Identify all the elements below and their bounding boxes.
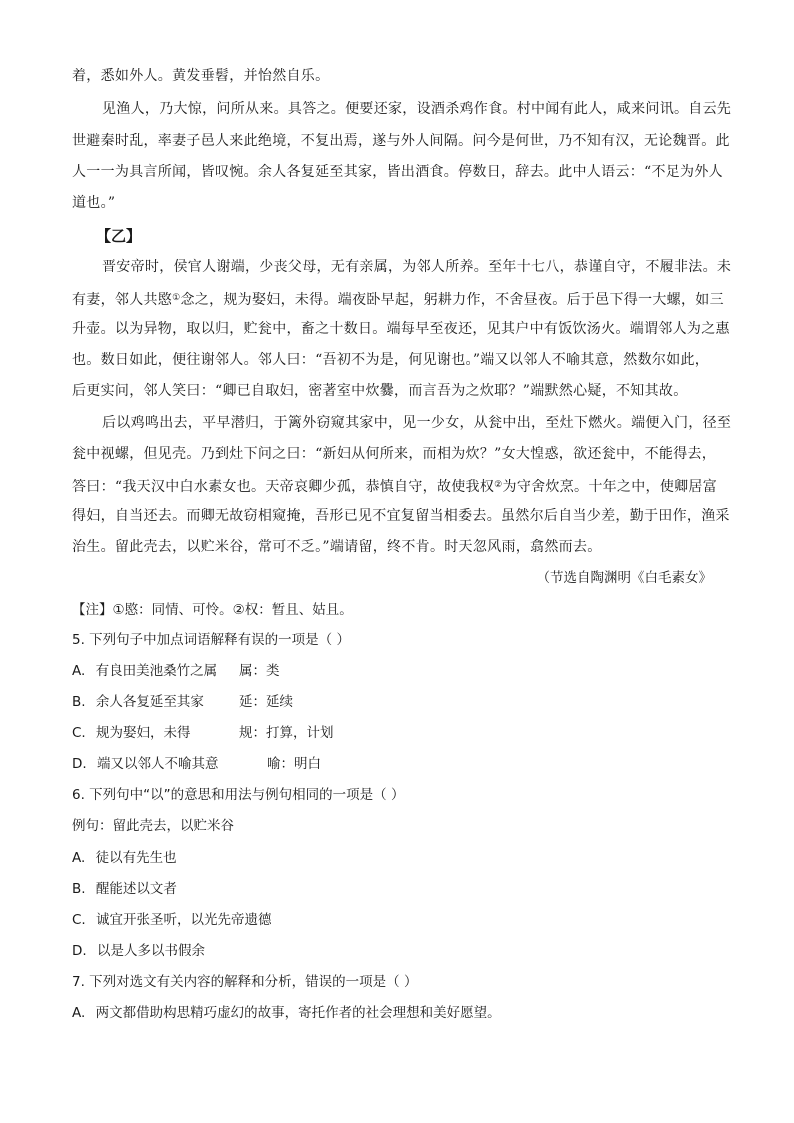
passage-jia-line-5: 道也。” xyxy=(72,195,116,211)
option-text: 两文都借助构思精巧虚幻的故事，寄托作者的社会理想和美好愿望。 xyxy=(95,1005,501,1021)
option-text: 醒能述以文者 xyxy=(95,881,177,897)
passage-source: （节选自陶渊明《白毛素女》 xyxy=(536,570,712,586)
passage-yi-line-8-part-1: 答曰：“我天汉中白水素女也。天帝哀卿少孤，恭慎自守，故使我权 xyxy=(72,479,495,495)
passage-yi-line-10: 治生。留此壳去，以贮米谷，常可不乏。”端请留，终不肯。时天忽风雨，翕然而去。 xyxy=(72,539,602,555)
passage-yi-line-9: 得妇，自当还去。而卿无故窃相窥掩，吾形已见不宜复留当相委去。虽然尔后自当少差，勤于田作，渔采 xyxy=(72,508,730,524)
option-text: 规为娶妇，未得 xyxy=(96,725,191,741)
passage-yi-line-2-part-1: 有妻，邻人共愍 xyxy=(72,292,173,308)
passage-yi-line-7: 瓮中视螺，但见壳。乃到灶下问之曰：“新妇从何所来，而相为炊？”女大惶惑，欲还瓮中，不能得去， xyxy=(72,446,717,462)
option-text: 有良田美池桑竹之属 xyxy=(95,663,218,679)
passage-jia-line-4: 人一一为具言所闻，皆叹惋。余人各复延至其家，皆出酒食。停数日，辞去。此中人语云：“不足为外人 xyxy=(72,164,723,180)
passage-yi-line-5: 后更实问，邻人笑曰：“卿已自取妇，密著室中炊爨，而言吾为之炊耶？”端默然心疑，不知其故。 xyxy=(72,383,688,399)
option-label: D. xyxy=(72,943,87,959)
question-7-option-a[interactable] xyxy=(72,1003,501,1023)
question-6-option-b[interactable] xyxy=(72,879,177,899)
note-mark-2: ② xyxy=(494,480,503,490)
option-label: C. xyxy=(72,912,86,928)
question-6-stem: 6. 下列句中“以”的意思和用法与例句相同的一项是（ ） xyxy=(72,787,405,803)
question-5-option-b-gloss: 延：延续 xyxy=(239,694,293,710)
option-label: B. xyxy=(72,881,86,897)
option-label: A. xyxy=(72,1005,86,1021)
passage-jia-line-1: 着，悉如外人。黄发垂髫，并怡然自乐。 xyxy=(72,68,330,84)
passage-yi-line-2-part-2: 念之，规为娶妇，未得。端夜卧早起，躬耕力作，不舍昼夜。后于邑下得一大螺，如三 xyxy=(180,292,724,308)
question-5-option-d[interactable] xyxy=(72,754,218,774)
option-label: A. xyxy=(72,850,86,866)
question-5-option-c[interactable] xyxy=(72,723,191,743)
option-text: 端又以邻人不喻其意 xyxy=(96,756,219,772)
annotation-note: 【注】①愍：同情、可怜。②权：暂且、姑且。 xyxy=(72,602,353,618)
question-5-option-a[interactable] xyxy=(72,661,217,681)
option-label: A. xyxy=(72,663,86,679)
question-6-option-c[interactable] xyxy=(72,910,272,930)
option-text: 徒以有先生也 xyxy=(95,850,177,866)
section-yi-heading: 【乙】 xyxy=(96,227,142,245)
option-text: 余人各复延至其家 xyxy=(95,694,204,710)
question-5-option-d-gloss: 喻：明白 xyxy=(267,756,321,772)
question-7-stem: 7. 下列对选文有关内容的解释和分析，错误的一项是（ ） xyxy=(72,974,418,990)
passage-yi-line-4: 也。数日如此，便往谢邻人。邻人曰：“吾初不为是，何见谢也。”端又以邻人不喻其意，然数尔如此， xyxy=(72,352,710,368)
option-label: D. xyxy=(72,756,87,772)
passage-yi-line-2 xyxy=(72,288,724,310)
note-mark-1: ① xyxy=(172,293,181,303)
question-6-example: 例句：留此壳去，以贮米谷 xyxy=(72,818,234,834)
passage-yi-line-6: 后以鸡鸣出去，平早潜归，于篱外窃窥其家中，见一少女，从瓮中出，至灶下燃火。端便入门，径至 xyxy=(102,415,732,431)
passage-yi-line-8 xyxy=(72,475,717,497)
passage-yi-line-8-part-2: 为守舍炊烹。十年之中，使卿居富 xyxy=(502,479,718,495)
passage-yi-line-3: 升壶。以为异物，取以归，贮瓮中，畜之十数日。端每早至夜还，见其户中有饭饮汤火。端谓邻人为之惠 xyxy=(72,321,730,337)
question-6-option-a[interactable] xyxy=(72,848,177,868)
passage-jia-line-2: 见渔人，乃大惊，问所从来。具答之。便要还家，设酒杀鸡作食。村中闻有此人，咸来问讯。自云先 xyxy=(102,101,732,117)
option-text: 以是人多以书假余 xyxy=(96,943,205,959)
passage-yi-line-1: 晋安帝时，侯官人谢端，少丧父母，无有亲属，为邻人所养。至年十七八，恭谨自守，不履非法。未 xyxy=(102,259,732,275)
option-label: B. xyxy=(72,694,86,710)
option-label: C. xyxy=(72,725,86,741)
question-6-option-d[interactable] xyxy=(72,941,205,961)
question-5-stem: 5. 下列句子中加点词语解释有误的一项是（ ） xyxy=(72,632,350,648)
question-5-option-b[interactable] xyxy=(72,692,204,712)
question-5-option-a-gloss: 属：类 xyxy=(239,663,280,679)
passage-jia-line-3: 世避秦时乱，率妻子邑人来此绝境，不复出焉，遂与外人间隔。问今是何世，乃不知有汉，无论魏晋。此 xyxy=(72,133,730,149)
option-text: 诚宜开张圣听，以光先帝遗德 xyxy=(96,912,272,928)
question-5-option-c-gloss: 规：打算，计划 xyxy=(239,725,334,741)
